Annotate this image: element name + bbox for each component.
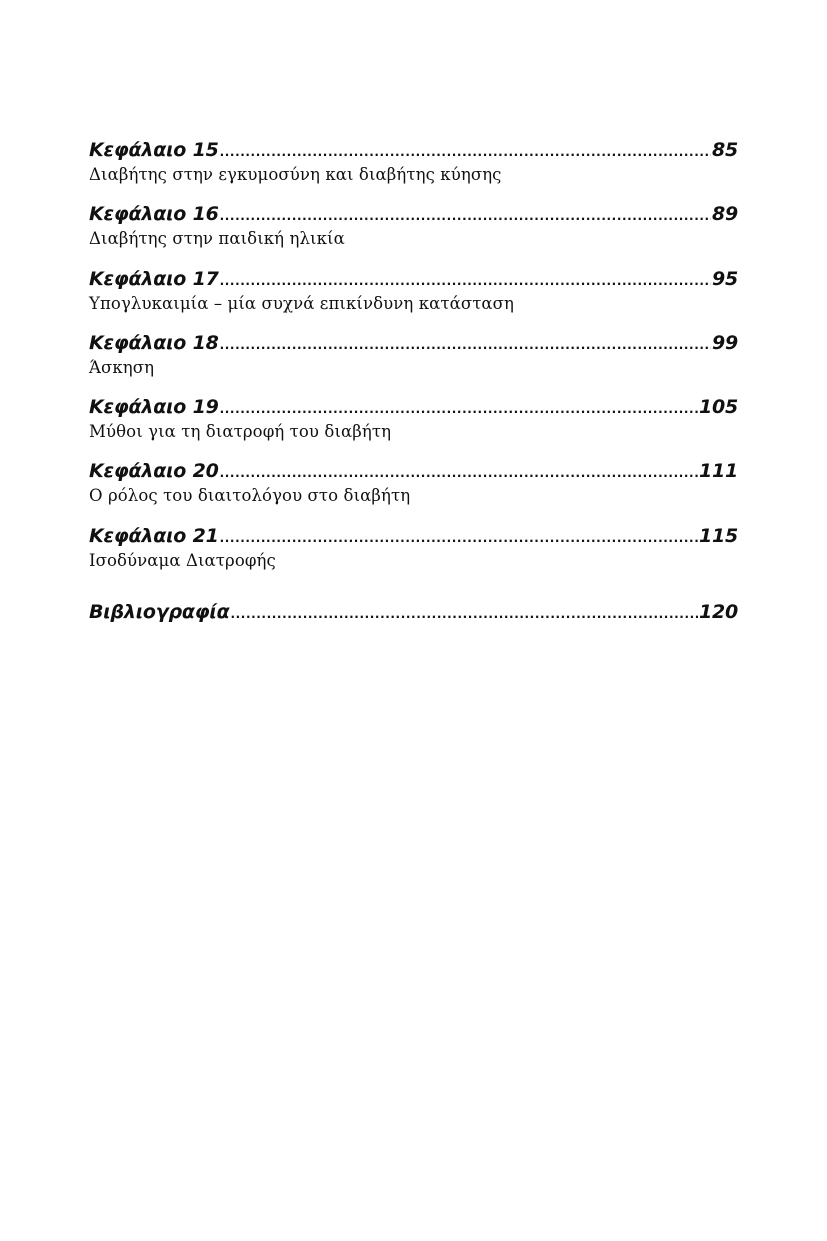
toc-entry-heading [89,524,738,548]
toc-entry-heading [89,600,738,624]
dot-leader [220,397,698,421]
toc-page-number: 99 [711,331,738,354]
toc-entry-18 [89,331,738,395]
toc-chapter-title: Κεφάλαιο 21 [89,524,219,547]
toc-chapter-title: Κεφάλαιο 15 [89,139,219,161]
table-of-contents [89,138,738,588]
toc-chapter-title: Κεφάλαιο 20 [89,460,219,483]
toc-entry-heading [89,138,738,162]
toc-chapter-subtitle: Άσκηση [89,357,155,377]
toc-chapter-title: Κεφάλαιο 19 [89,396,219,419]
toc-chapter-subtitle: Διαβήτης στην εγκυμοσύνη και διαβήτης κύησης [89,165,502,184]
toc-chapter-title: Κεφάλαιο 18 [89,331,219,354]
dot-leader [220,269,711,293]
toc-page-number: 120 [698,601,738,623]
toc-entry-19 [89,395,738,459]
toc-chapter-subtitle: Ο ρόλος του διαιτολόγου στο διαβήτη [89,486,411,506]
toc-entry-21 [89,524,738,588]
toc-entry-heading [89,459,738,483]
toc-entry-heading [89,331,738,355]
toc-entry-17 [89,267,738,331]
toc-chapter-title: Κεφάλαιο 17 [89,267,219,290]
toc-entry-16 [89,202,738,266]
toc-page-number: 95 [711,267,738,290]
toc-entry-heading [89,267,738,291]
dot-leader [220,140,711,164]
toc-entry-15 [89,138,738,202]
toc-chapter-subtitle: Υπογλυκαιμία – μία συχνά επικίνδυνη κατάσταση [89,293,515,313]
toc-entry-bibliography [89,600,738,624]
dot-leader [230,602,697,626]
dot-leader [220,333,711,357]
toc-page-number: 85 [711,139,738,161]
dot-leader [220,526,698,550]
toc-chapter-subtitle: Μύθοι για τη διατροφή του διαβήτη [89,422,392,442]
toc-chapter-subtitle: Διαβήτης στην παιδική ηλικία [89,229,345,249]
dot-leader [220,204,711,228]
toc-entry-heading [89,395,738,419]
toc-chapter-title: Κεφάλαιο 16 [89,203,219,226]
toc-page-number: 105 [698,396,738,419]
toc-chapter-subtitle: Ισοδύναμα Διατροφής [89,550,276,570]
toc-entry-heading [89,202,738,226]
toc-page-number: 111 [698,460,738,483]
toc-entry-20 [89,459,738,523]
dot-leader [220,461,698,485]
toc-page-number: 115 [698,524,738,547]
toc-page-number: 89 [711,203,738,226]
toc-bibliography-title: Βιβλιογραφία [89,601,230,623]
